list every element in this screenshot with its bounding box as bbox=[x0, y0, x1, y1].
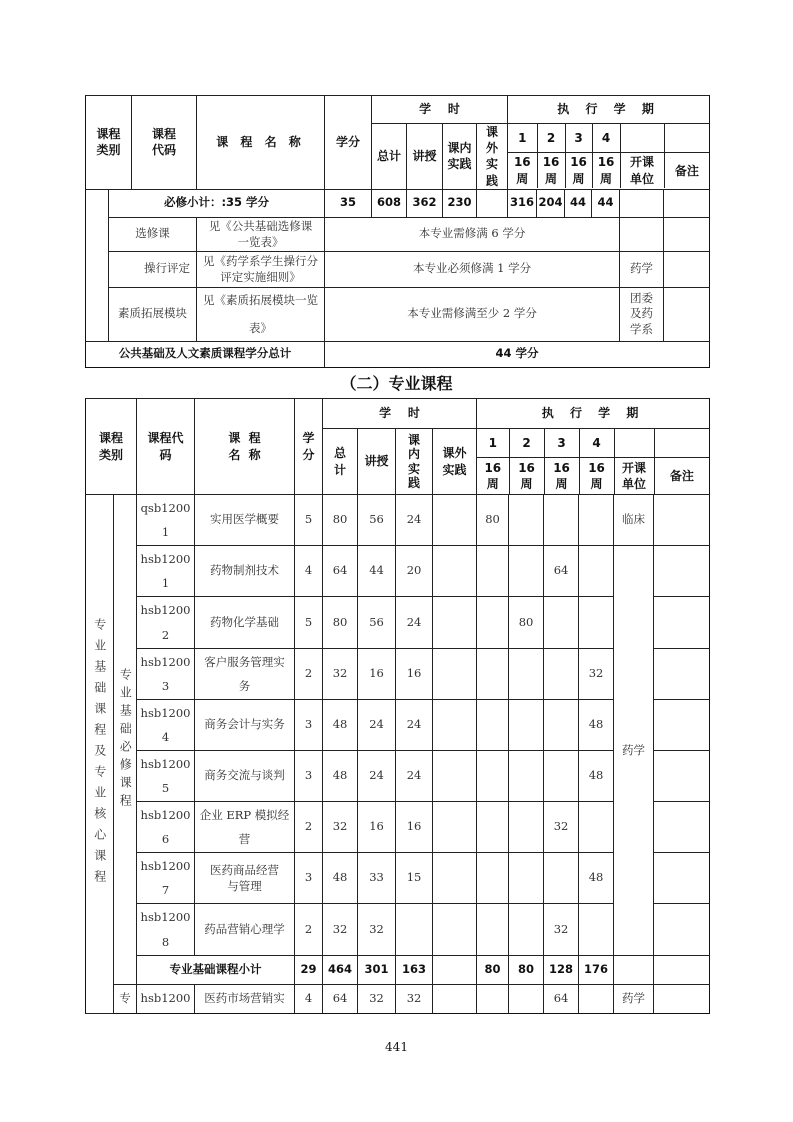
sem-blank bbox=[614, 429, 654, 457]
course-extra bbox=[433, 985, 477, 1014]
course-extra bbox=[433, 649, 477, 700]
course-sem-4: 32 bbox=[579, 649, 614, 700]
grand-total-value: 44 学分 bbox=[325, 341, 710, 367]
section-title: （二）专业课程 bbox=[340, 374, 453, 393]
course-in-class: 32 bbox=[396, 985, 433, 1014]
header-notes: 备注 bbox=[654, 457, 709, 494]
course-notes bbox=[654, 597, 710, 649]
header-dept: 开课 单位 bbox=[614, 457, 654, 494]
course-sem-2 bbox=[509, 904, 544, 956]
course-sem-4 bbox=[579, 904, 614, 956]
course-sem-1 bbox=[477, 853, 509, 904]
course-in-class: 24 bbox=[396, 751, 433, 802]
inner-category bbox=[114, 495, 137, 985]
course-lecture: 32 bbox=[358, 904, 396, 956]
subtotal-sem-3: 128 bbox=[544, 956, 579, 985]
course-in-class: 16 bbox=[396, 649, 433, 700]
course-sem-2 bbox=[509, 853, 544, 904]
course-code: hsb1200 7 bbox=[137, 853, 195, 904]
course-credits: 2 bbox=[295, 802, 323, 853]
course-name: 药品营销心理学 bbox=[195, 904, 295, 956]
sem-blank bbox=[654, 429, 709, 457]
course-extra bbox=[433, 495, 477, 546]
course-code: hsb1200 2 bbox=[137, 597, 195, 649]
table-row bbox=[86, 287, 710, 341]
header-category: 课程 类别 bbox=[86, 399, 137, 495]
subtotal-label: 专业基础课程小计 bbox=[137, 956, 295, 985]
subtotal-in-class: 230 bbox=[443, 189, 477, 217]
row-dept: 团委 及药 学系 bbox=[620, 287, 664, 341]
row-reference: 见《素质拓展模块一览 表》 bbox=[197, 287, 325, 341]
subtotal-sem-3: 44 bbox=[565, 189, 592, 217]
course-credits: 3 bbox=[295, 853, 323, 904]
course-sem-3: 64 bbox=[544, 985, 579, 1014]
course-sem-1 bbox=[477, 985, 509, 1014]
semester-subheader-grid bbox=[508, 124, 709, 188]
subtotal-notes bbox=[654, 956, 710, 985]
header-semesters: 执 行 学 期 bbox=[508, 96, 710, 124]
sem-1-weeks: 16 周 bbox=[508, 152, 537, 188]
course-notes bbox=[654, 985, 710, 1014]
course-lecture: 16 bbox=[358, 649, 396, 700]
course-notes bbox=[654, 649, 710, 700]
subtotal-credits: 29 bbox=[295, 956, 323, 985]
sem-1: 1 bbox=[508, 124, 537, 152]
header-total: 总计 bbox=[372, 124, 407, 190]
course-in-class bbox=[396, 904, 433, 956]
course-sem-4 bbox=[579, 597, 614, 649]
subtotal-sem-1: 316 bbox=[508, 189, 537, 217]
course-sem-4 bbox=[579, 985, 614, 1014]
course-in-class: 16 bbox=[396, 802, 433, 853]
header-credits: 学分 bbox=[325, 96, 372, 190]
sem-2-weeks: 16 周 bbox=[509, 457, 544, 494]
course-notes bbox=[654, 904, 710, 956]
course-sem-1 bbox=[477, 700, 509, 751]
course-lecture: 24 bbox=[358, 751, 396, 802]
sem-2: 2 bbox=[537, 124, 565, 152]
course-lecture: 44 bbox=[358, 546, 396, 597]
course-sem-3 bbox=[544, 853, 579, 904]
course-extra bbox=[433, 546, 477, 597]
course-name: 商务会计与实务 bbox=[195, 700, 295, 751]
course-code: hsb1200 6 bbox=[137, 802, 195, 853]
subtotal-sem-2: 204 bbox=[537, 189, 565, 217]
subtotal-total: 464 bbox=[323, 956, 358, 985]
row-requirement: 本专业必须修满 1 学分 bbox=[325, 251, 620, 287]
row-requirement: 本专业需修满 6 学分 bbox=[325, 217, 620, 251]
course-notes bbox=[654, 495, 710, 546]
course-dept: 药学 bbox=[614, 985, 654, 1014]
outer-category-label: 专业基础课程及专业核心课程 bbox=[92, 617, 107, 891]
course-notes bbox=[654, 802, 710, 853]
course-extra bbox=[433, 751, 477, 802]
course-lecture: 16 bbox=[358, 802, 396, 853]
table-row bbox=[86, 495, 710, 546]
course-name: 实用医学概要 bbox=[195, 495, 295, 546]
course-sem-3: 64 bbox=[544, 546, 579, 597]
course-dept: 临床 bbox=[614, 495, 654, 546]
row-dept bbox=[620, 217, 664, 251]
row-requirement: 本专业需修满至少 2 学分 bbox=[325, 287, 620, 341]
row-reference: 见《药学系学生操行分 评定实施细则》 bbox=[197, 251, 325, 287]
sem-1-weeks: 16 周 bbox=[477, 457, 509, 494]
sem-2-weeks: 16 周 bbox=[537, 152, 565, 188]
course-credits: 3 bbox=[295, 751, 323, 802]
course-sem-4: 48 bbox=[579, 751, 614, 802]
header-in-class-practice: 课 内 实 践 bbox=[396, 429, 433, 495]
grand-total-label: 公共基础及人文素质课程学分总计 bbox=[86, 341, 325, 367]
course-sem-2 bbox=[509, 546, 544, 597]
sem-4: 4 bbox=[579, 429, 614, 457]
subtotal-credits: 35 bbox=[325, 189, 372, 217]
sem-3: 3 bbox=[565, 124, 592, 152]
course-sem-3 bbox=[544, 751, 579, 802]
course-extra bbox=[433, 802, 477, 853]
course-sem-3 bbox=[544, 597, 579, 649]
table-row bbox=[86, 985, 710, 1014]
course-total: 80 bbox=[323, 495, 358, 546]
page-number: 441 bbox=[385, 1040, 408, 1054]
sem-3-weeks: 16 周 bbox=[565, 152, 592, 188]
course-code: hsb1200 bbox=[137, 985, 195, 1014]
course-name: 医药市场营销实 bbox=[195, 985, 295, 1014]
subtotal-dept bbox=[614, 956, 654, 985]
header-code: 课程代 码 bbox=[137, 399, 195, 495]
course-in-class: 24 bbox=[396, 495, 433, 546]
course-sem-1 bbox=[477, 597, 509, 649]
row-category: 选修课 bbox=[109, 217, 197, 251]
course-name: 医药商品经营 与管理 bbox=[195, 853, 295, 904]
header-dept: 开课 单位 bbox=[620, 152, 664, 188]
course-code: qsb1200 1 bbox=[137, 495, 195, 546]
course-credits: 4 bbox=[295, 985, 323, 1014]
course-total: 48 bbox=[323, 700, 358, 751]
course-sem-4 bbox=[579, 495, 614, 546]
row-category: 操行评定 bbox=[109, 251, 197, 287]
course-lecture: 33 bbox=[358, 853, 396, 904]
course-credits: 5 bbox=[295, 597, 323, 649]
semester-subheader bbox=[477, 429, 710, 495]
course-sem-2 bbox=[509, 985, 544, 1014]
course-lecture: 32 bbox=[358, 985, 396, 1014]
course-sem-1 bbox=[477, 751, 509, 802]
course-in-class: 24 bbox=[396, 700, 433, 751]
course-sem-1 bbox=[477, 546, 509, 597]
subtotal-dept bbox=[620, 189, 664, 217]
subtotal-in-class: 163 bbox=[396, 956, 433, 985]
subtotal-label: 必修小计：:35 学分 bbox=[109, 189, 325, 217]
header-hours: 学 时 bbox=[323, 399, 477, 429]
subtotal-lecture: 362 bbox=[407, 189, 443, 217]
course-sem-4 bbox=[579, 802, 614, 853]
header-course-name: 课 程 名 称 bbox=[195, 399, 295, 495]
course-code: hsb1200 3 bbox=[137, 649, 195, 700]
course-credits: 2 bbox=[295, 649, 323, 700]
course-lecture: 24 bbox=[358, 700, 396, 751]
row-notes bbox=[664, 287, 710, 341]
sem-1: 1 bbox=[477, 429, 509, 457]
row-notes bbox=[664, 217, 710, 251]
course-lecture: 56 bbox=[358, 597, 396, 649]
course-total: 32 bbox=[323, 802, 358, 853]
course-sem-1 bbox=[477, 802, 509, 853]
course-sem-2 bbox=[509, 802, 544, 853]
subtotal-total: 608 bbox=[372, 189, 407, 217]
row-dept: 药学 bbox=[620, 251, 664, 287]
header-total: 总 计 bbox=[323, 429, 358, 495]
course-total: 80 bbox=[323, 597, 358, 649]
course-sem-2 bbox=[509, 649, 544, 700]
course-credits: 3 bbox=[295, 700, 323, 751]
course-sem-2 bbox=[509, 495, 544, 546]
course-in-class: 15 bbox=[396, 853, 433, 904]
course-name: 药物制剂技术 bbox=[195, 546, 295, 597]
subtotal-sem-4: 44 bbox=[592, 189, 620, 217]
header-notes: 备注 bbox=[664, 152, 709, 188]
course-notes bbox=[654, 700, 710, 751]
course-extra bbox=[433, 700, 477, 751]
course-sem-3: 32 bbox=[544, 904, 579, 956]
sem-2: 2 bbox=[509, 429, 544, 457]
course-total: 32 bbox=[323, 649, 358, 700]
subtotal-sem-2: 80 bbox=[509, 956, 544, 985]
course-total: 48 bbox=[323, 751, 358, 802]
inner-category-label: 专业基础必修课程 bbox=[118, 667, 133, 812]
course-sem-1 bbox=[477, 649, 509, 700]
course-credits: 5 bbox=[295, 495, 323, 546]
semester-subheader-grid bbox=[477, 429, 709, 494]
semester-subheader bbox=[508, 124, 710, 190]
course-sem-3 bbox=[544, 495, 579, 546]
subtotal-extra bbox=[433, 956, 477, 985]
course-credits: 2 bbox=[295, 904, 323, 956]
public-courses-table bbox=[85, 95, 710, 368]
subtotal-sem-4: 176 bbox=[579, 956, 614, 985]
sem-blank bbox=[664, 124, 709, 152]
outer-category bbox=[86, 495, 114, 1014]
sem-4-weeks: 16 周 bbox=[592, 152, 620, 188]
row-reference: 见《公共基础选修课 一览表》 bbox=[197, 217, 325, 251]
sem-4: 4 bbox=[592, 124, 620, 152]
course-sem-2 bbox=[509, 751, 544, 802]
course-name: 企业 ERP 模拟经 营 bbox=[195, 802, 295, 853]
course-extra bbox=[433, 904, 477, 956]
course-extra bbox=[433, 597, 477, 649]
course-sem-3 bbox=[544, 700, 579, 751]
header-semesters: 执 行 学 期 bbox=[477, 399, 710, 429]
course-code: hsb1200 5 bbox=[137, 751, 195, 802]
header-hours: 学 时 bbox=[372, 96, 508, 124]
course-credits: 4 bbox=[295, 546, 323, 597]
course-code: hsb1200 8 bbox=[137, 904, 195, 956]
course-sem-1: 80 bbox=[477, 495, 509, 546]
sem-3-weeks: 16 周 bbox=[544, 457, 579, 494]
course-code: hsb1200 4 bbox=[137, 700, 195, 751]
header-credits: 学 分 bbox=[295, 399, 323, 495]
sem-3: 3 bbox=[544, 429, 579, 457]
course-sem-4: 48 bbox=[579, 853, 614, 904]
table-row bbox=[86, 251, 710, 287]
course-sem-4: 48 bbox=[579, 700, 614, 751]
sem-4-weeks: 16 周 bbox=[579, 457, 614, 494]
header-extra-practice: 课 外 实 践 bbox=[477, 124, 508, 190]
subtotal-lecture: 301 bbox=[358, 956, 396, 985]
course-code: hsb1200 1 bbox=[137, 546, 195, 597]
course-total: 32 bbox=[323, 904, 358, 956]
sem-blank bbox=[620, 124, 664, 152]
course-sem-2 bbox=[509, 700, 544, 751]
course-name: 商务交流与谈判 bbox=[195, 751, 295, 802]
course-name: 药物化学基础 bbox=[195, 597, 295, 649]
table-row bbox=[86, 217, 710, 251]
course-notes bbox=[654, 751, 710, 802]
course-total: 64 bbox=[323, 985, 358, 1014]
subtotal-extra bbox=[477, 189, 508, 217]
inner-category-partial: 专 bbox=[114, 985, 137, 1014]
course-sem-3: 32 bbox=[544, 802, 579, 853]
subtotal-notes bbox=[664, 189, 710, 217]
header-in-class-practice: 课内 实践 bbox=[443, 124, 477, 190]
course-sem-4 bbox=[579, 546, 614, 597]
course-notes bbox=[654, 853, 710, 904]
row-category: 素质拓展模块 bbox=[109, 287, 197, 341]
course-lecture: 56 bbox=[358, 495, 396, 546]
course-sem-3 bbox=[544, 649, 579, 700]
course-in-class: 24 bbox=[396, 597, 433, 649]
subtotal-sem-1: 80 bbox=[477, 956, 509, 985]
course-extra bbox=[433, 853, 477, 904]
professional-courses-table bbox=[85, 398, 710, 1014]
header-category: 课程 类别 bbox=[86, 96, 132, 190]
course-total: 64 bbox=[323, 546, 358, 597]
course-total: 48 bbox=[323, 853, 358, 904]
course-in-class: 20 bbox=[396, 546, 433, 597]
course-notes bbox=[654, 546, 710, 597]
table-row bbox=[86, 546, 710, 597]
merged-dept: 药学 bbox=[614, 546, 654, 956]
category-blank bbox=[86, 189, 109, 341]
header-lecture: 讲授 bbox=[407, 124, 443, 190]
course-sem-2: 80 bbox=[509, 597, 544, 649]
header-code: 课程 代码 bbox=[132, 96, 197, 190]
header-course-name: 课 程 名 称 bbox=[197, 96, 325, 190]
subtotal-row bbox=[86, 956, 710, 985]
course-sem-1 bbox=[477, 904, 509, 956]
header-lecture: 讲授 bbox=[358, 429, 396, 495]
row-notes bbox=[664, 251, 710, 287]
header-extra-practice: 课外 实践 bbox=[433, 429, 477, 495]
course-name: 客户服务管理实 务 bbox=[195, 649, 295, 700]
